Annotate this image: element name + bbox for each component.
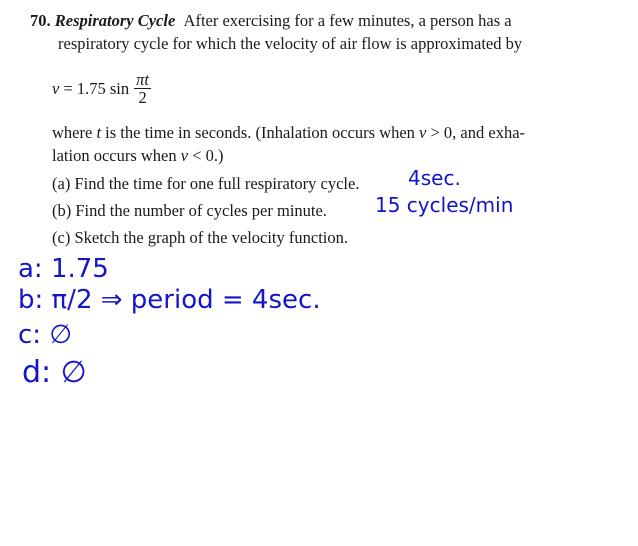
- where2-text-a: lation occurs when: [52, 146, 181, 165]
- part-b-label: (b): [52, 201, 72, 220]
- problem-number: 70.: [30, 11, 51, 30]
- where-line-1: [52, 121, 525, 144]
- intro-line-2: respiratory cycle for which the velocity of air flow is approximated by: [58, 34, 523, 53]
- fraction-denominator: 2: [138, 88, 147, 107]
- equation-rhs: = 1.75 sin: [59, 79, 130, 98]
- part-a-label: (a): [52, 174, 71, 193]
- part-c-label: (c): [52, 228, 71, 247]
- part-c-text: Sketch the graph of the velocity function.: [74, 228, 349, 247]
- part-a: [52, 172, 359, 195]
- part-c: [52, 226, 348, 249]
- part-a-text: Find the time for one full respiratory cycle.: [74, 174, 360, 193]
- equation-fraction: [134, 71, 151, 106]
- where-v: v: [419, 123, 427, 142]
- where-t: t: [96, 123, 102, 142]
- part-b-text: Find the number of cycles per minute.: [75, 201, 327, 220]
- handwritten-answer-a: 4sec.: [408, 166, 461, 190]
- handwritten-note-b: b: π/2 ⇒ period = 4sec.: [18, 285, 321, 315]
- where-text-b: is the time in seconds. (Inhalation occurs when: [101, 123, 420, 142]
- where2-v: v: [180, 146, 189, 165]
- where2-text-c: < 0.): [188, 146, 224, 165]
- equation-var: v: [52, 79, 60, 98]
- handwritten-note-c: c: ∅: [18, 320, 72, 350]
- problem-title: Respiratory Cycle: [54, 11, 176, 30]
- where-line-2: [52, 144, 224, 167]
- where-text-c: > 0, and exha-: [426, 123, 526, 142]
- fraction-numerator: πt: [136, 70, 149, 89]
- part-b: [52, 199, 327, 222]
- intro-line-1: After exercising for a few minutes, a person has a: [183, 11, 512, 30]
- handwritten-note-a: a: 1.75: [18, 254, 109, 284]
- problem-header: [30, 9, 512, 32]
- where-text-a: where: [52, 123, 97, 142]
- handwritten-answer-b: 15 cycles/min: [375, 193, 514, 217]
- handwritten-note-d: d: ∅: [22, 355, 87, 390]
- velocity-equation: [52, 71, 151, 106]
